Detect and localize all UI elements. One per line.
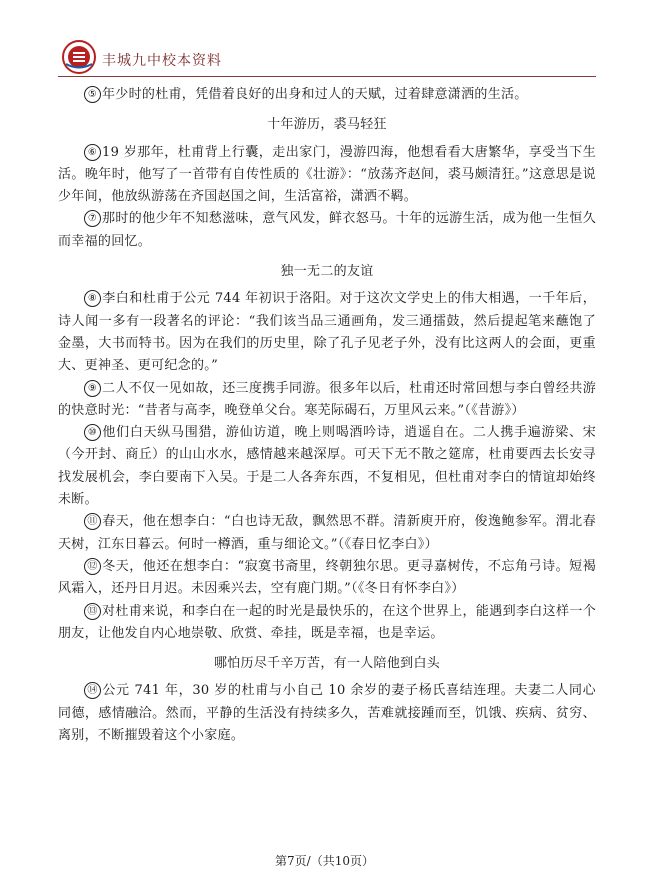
- section-heading: 十年游历，裘马轻狂: [267, 117, 387, 133]
- paragraph-text: 年少时的杜甫，凭借着良好的出身和过人的天赋，过着肆意潇洒的生活。: [102, 87, 528, 102]
- paragraph-text: 公元 741 年，30 岁的杜甫与小自己 10 余岁的妻子杨氏喜结连理。夫妻二人同心同德，感情融洽。然而，平静的生活没有持续多久，苦难就接踵而至，饥饿、疾病、贫穷、离别，不断摧毁着这个小家庭。: [58, 683, 596, 744]
- school-emblem-icon: [62, 40, 96, 74]
- paragraph-text: 对杜甫来说，和李白在一起的时光是最快乐的，在这个世界上，能遇到李白这样一个朋友，让他发自内心地崇敬、欣赏、牵挂，既是幸福，也是幸运。: [58, 603, 596, 641]
- paragraph: [58, 378, 596, 423]
- paragraph-text: 冬天，他还在想李白：“寂寞书斋里，终朝独尔思。更寻嘉树传，不忘角弓诗。短褐风霜入，还丹日月迟。未因乘兴去，空有鹿门期。”（《冬日有怀李白》）: [58, 558, 596, 597]
- paragraph: [58, 142, 596, 209]
- paragraph: [58, 84, 596, 106]
- paragraph: [58, 556, 596, 601]
- paragraph: [58, 422, 596, 511]
- paragraph: [58, 288, 596, 377]
- paragraph: [58, 680, 596, 747]
- paragraph-text: 19 岁那年，杜甫背上行囊，走出家门，漫游四海，他想看看大唐繁华，享受当下生活。晚年时，他写了一首带有自传性质的《壮游》：“放荡齐赵间，裘马颇清狂。”这意思是说少年间，他放纵游荡在齐国赵国之间，生活富裕，潇洒不羁。: [58, 144, 596, 205]
- header-divider: [58, 76, 596, 77]
- page-number: 第7页/（共10页）: [275, 854, 374, 868]
- paragraph-text: 二人不仅一见如故，还三度携手同游。很多年以后，杜甫还时常回想与李白曾经共游的快意时光：“昔者与高李，晚登单父台。寒芜际碣石，万里风云来。”（《昔游》）: [58, 380, 596, 418]
- article-body: [58, 84, 596, 747]
- paragraph: [58, 511, 596, 556]
- paragraph-number: ⑥: [84, 144, 101, 161]
- school-name: 丰城九中校本资料: [102, 53, 222, 69]
- paragraph-number: ⑭: [84, 682, 101, 699]
- paragraph-text: 春天，他在想李白：“白也诗无敌，飘然思不群。清新庾开府，俊逸鲍参军。渭北春天树，江东日暮云。何时一樽酒，重与细论文。”（《春日忆李白》）: [58, 514, 596, 552]
- paragraph-number: ⑦: [84, 210, 101, 227]
- paragraph-number: ⑤: [84, 86, 101, 103]
- paragraph-text: 李白和杜甫于公元 744 年初识于洛阳。对于这次文学史上的伟大相遇，一千年后，诗人闻一多有一段著名的评论：“我们该当品三通画角，发三通擂鼓，然后提起笔来蘸饱了金墨，大书而特书。因为在我们的历史里，除了孔子见老子外，没有比这两人的会面，更重大、更神圣、更可纪念的。”: [58, 291, 596, 374]
- paragraph-number: ⑬: [84, 603, 101, 620]
- paragraph-number: ⑫: [84, 558, 101, 575]
- paragraph-text: 他们白天纵马围猎，游仙访道，晚上则喝酒吟诗，逍遥自在。二人携手遍游梁、宋（今开封、商丘）的山山水水，感情越来越深厚。可天下无不散之筵席，杜甫要西去长安寻找发展机会，李白要南下入吴。于是二人各奔东西，不复相见，但杜甫对李白的情谊却始终未断。: [58, 425, 596, 508]
- section-heading: 独一无二的友谊: [280, 264, 374, 280]
- page-header: [58, 40, 598, 76]
- paragraph-text: 那时的他少年不知愁滋味，意气风发，鲜衣怒马。十年的远游生活，成为他一生恒久而幸福的回忆。: [58, 211, 596, 249]
- section-heading: 哪怕历尽千辛万苦，有一人陪他到白头: [213, 656, 441, 672]
- paragraph-number: ⑧: [84, 290, 101, 307]
- paragraph-number: ⑪: [84, 513, 101, 530]
- paragraph-number: ⑨: [84, 380, 101, 397]
- paragraph: [58, 208, 596, 253]
- paragraph-number: ⑩: [84, 424, 101, 441]
- paragraph: [58, 601, 596, 646]
